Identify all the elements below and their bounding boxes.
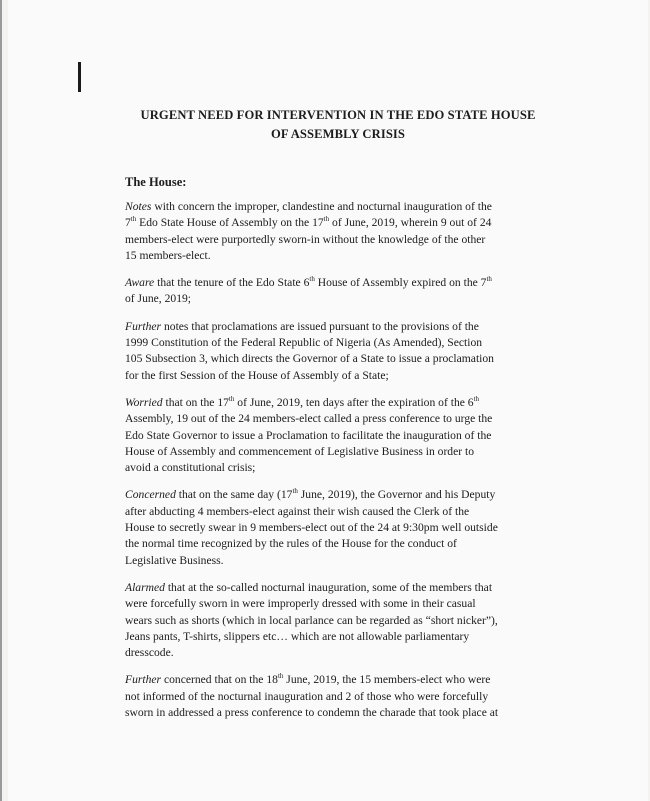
paragraph-line: Notes with concern the improper, clandestine and nocturnal inauguration of the	[125, 200, 492, 213]
paragraph-line: Assembly, 19 out of the 24 members-elect called a press conference to urge the	[125, 412, 493, 426]
ordinal-suffix: th	[486, 275, 492, 284]
ordinal-suffix: th	[323, 215, 330, 224]
paragraph-lead-word: Further	[125, 673, 162, 687]
paragraph-line: for the first Session of the House of Assembly of a State;	[125, 368, 389, 382]
paragraph-line: were forcefully sworn in were improperly dressed with some in their casual	[125, 597, 476, 611]
paragraph-lead-word: Notes	[125, 200, 152, 213]
paragraph-line: Further notes that proclamations are issued pursuant to the provisions of the	[125, 319, 479, 333]
paragraph-line: avoid a constitutional crisis;	[125, 461, 256, 475]
margin-mark	[78, 62, 81, 92]
document-page	[8, 0, 648, 801]
paragraph	[125, 672, 555, 721]
paragraph-line: House to secretly swear in 9 members-elect out of the 24 at 9:30pm well outside	[125, 521, 498, 535]
paragraph-line: Jeans pants, T-shirts, slippers etc… which are not allowable parliamentary	[125, 629, 470, 643]
ordinal-suffix: th	[292, 487, 298, 496]
paragraph-line: 15 members-elect.	[125, 248, 211, 262]
ordinal-suffix: th	[473, 395, 480, 404]
paragraph-line: sworn in addressed a press conference to condemn the charade that took place at	[125, 706, 499, 720]
document-body	[125, 174, 555, 732]
paragraph-line: 105 Subsection 3, which directs the Governor of a State to issue a proclamation	[125, 352, 494, 366]
paragraph-line: 1999 Constitution of the Federal Republic of Nigeria (As Amended), Section	[125, 336, 483, 350]
paragraph-line: the normal time recognized by the rules of the House for the conduct of	[125, 537, 457, 551]
paragraph-lead-word: Concerned	[125, 488, 176, 502]
paragraph-line: 7th Edo State House of Assembly on the 17th of June, 2019, wherein 9 out of 24	[125, 215, 492, 230]
paragraph-line: Further concerned that on the 18th June, 2019, the 15 members-elect who were	[125, 672, 491, 687]
paragraph	[125, 487, 555, 568]
paragraph-line: dresscode.	[125, 646, 174, 660]
paragraph	[125, 319, 555, 384]
title-line-2: OF ASSEMBLY CRISIS	[270, 127, 406, 141]
paragraph-lead-word: Alarmed	[125, 580, 165, 594]
paragraph-list	[125, 199, 555, 721]
paragraph-lead-word: Aware	[125, 276, 155, 290]
paragraph	[125, 199, 555, 264]
paragraph-line: House of Assembly and commencement of Legislative Business in order to	[125, 444, 475, 458]
section-heading: The House:	[125, 175, 187, 189]
paragraph-line: Edo State Governor to issue a Proclamation to facilitate the inauguration of the	[125, 428, 492, 442]
ordinal-suffix: th	[277, 672, 284, 681]
paragraph	[125, 395, 555, 476]
paragraph-line: Legislative Business.	[125, 553, 224, 567]
ordinal-suffix: th	[309, 275, 315, 284]
paragraph	[125, 275, 555, 308]
paragraph-line: of June, 2019;	[125, 292, 192, 306]
paragraph-line: after abducting 4 members-elect against their wish caused the Clerk of the	[125, 504, 470, 518]
paragraph	[125, 580, 555, 661]
ordinal-suffix: th	[130, 215, 137, 224]
paragraph-line: Worried that on the 17th of June, 2019, ten days after the expiration of the 6th	[125, 395, 480, 409]
document-title	[98, 106, 578, 144]
paragraph-lead-word: Worried	[125, 395, 163, 409]
paragraph-line: Concerned that on the same day (17th June, 2019), the Governor and his Deputy	[125, 487, 496, 502]
paragraph-line: members-elect were purportedly sworn-in without the knowledge of the other	[125, 232, 486, 246]
ordinal-suffix: th	[228, 395, 235, 404]
paragraph-line: Aware that the tenure of the Edo State 6th House of Assembly expired on the 7th	[125, 275, 492, 290]
paragraph-lead-word: Further	[125, 319, 162, 333]
paragraph-line: Alarmed that at the so-called nocturnal inauguration, some of the members that	[125, 580, 493, 594]
paragraph-line: not informed of the nocturnal inauguration and 2 of those who were forcefully	[125, 689, 489, 703]
title-line-1: URGENT NEED FOR INTERVENTION IN THE EDO STATE HOUSE	[140, 108, 536, 122]
scan-left-edge	[0, 0, 2, 801]
paragraph-line: wears such as shorts (which in local parlance can be regarded as “short nicker”),	[125, 613, 498, 627]
